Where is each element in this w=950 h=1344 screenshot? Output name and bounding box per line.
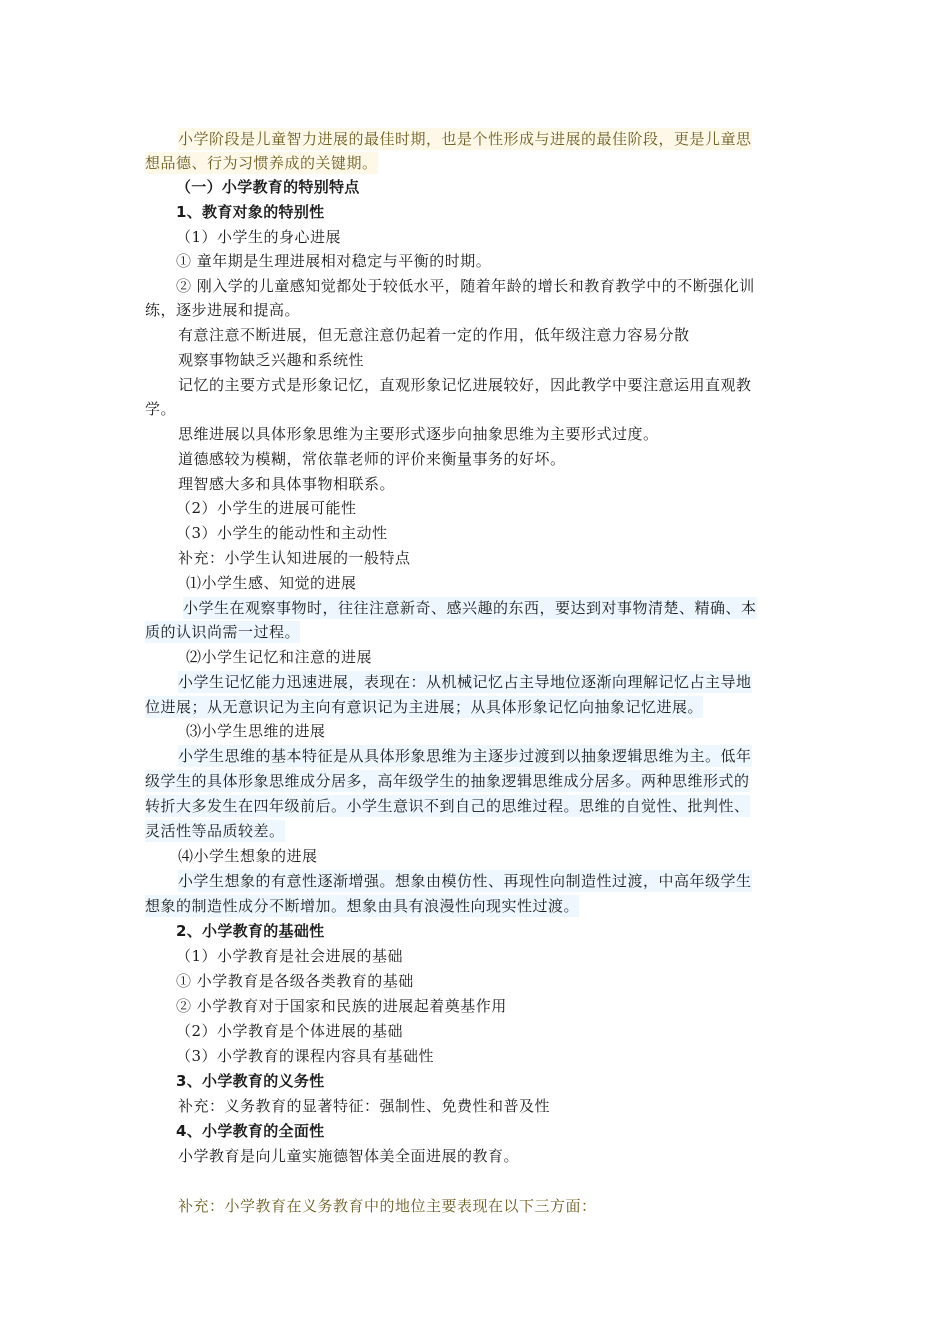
intro-paragraph-line-2: 想品德、行为习惯养成的关键期。: [145, 154, 378, 172]
text-line: 道德感较为模糊，常依靠老师的评价来衡量事务的好坏。: [178, 450, 566, 468]
text-line: 有意注意不断进展，但无意注意仍起着一定的作用，低年级注意力容易分散: [178, 326, 690, 344]
subsection-heading-3: 3、小学教育的义务性: [176, 1072, 325, 1090]
item-heading: ⑴小学生感、知觉的进展: [186, 574, 357, 592]
subsection-heading-4: 4、小学教育的全面性: [176, 1122, 325, 1140]
text-line: 观察事物缺乏兴趣和系统性: [178, 351, 365, 369]
item-heading: ⑶小学生思维的进展: [186, 722, 326, 740]
text-line: ② 刚入学的儿童感知觉都处于较低水平，随着年龄的增长和教育教学中的不断强化训: [176, 277, 755, 295]
text-line: 小学生想象的有意性逐渐增强。想象由模仿性、再现性向制造性过渡，中高年级学生: [178, 872, 752, 890]
text-line: ① 小学教育是各级各类教育的基础: [176, 972, 414, 990]
text-line: 想象的制造性成分不断增加。想象由具有浪漫性向现实性过渡。: [145, 897, 580, 915]
text-line: 练，逐步进展和提高。: [145, 301, 301, 319]
section-heading: （一）小学教育的特别特点: [176, 178, 360, 196]
intro-paragraph-line-1: 小学阶段是儿童智力进展的最佳时期，也是个性形成与进展的最佳阶段，更是儿童思: [178, 130, 752, 148]
text-line: 小学生思维的基本特征是从具体形象思维为主逐步过渡到以抽象逻辑思维为主。低年: [178, 747, 752, 765]
text-line: 小学生记忆能力迅速进展，表现在：从机械记忆占主导地位逐渐向理解记忆占主导地: [178, 673, 752, 691]
subsection-heading-1: 1、教育对象的特别性: [176, 203, 325, 221]
item-heading: （3）小学教育的课程内容具有基础性: [176, 1047, 435, 1065]
text-line: 级学生的具体形象思维成分居多，高年级学生的抽象逻辑思维成分居多。两种思维形式的: [145, 772, 750, 790]
text-line: 补充：义务教育的显著特征：强制性、免费性和普及性: [178, 1097, 551, 1115]
text-line: 位进展；从无意识记为主向有意识记为主进展；从具体形象记忆向抽象记忆进展。: [145, 698, 704, 716]
text-line: 学。: [145, 400, 177, 418]
text-line: 转折大多发生在四年级前后。小学生意识不到自己的思维过程。思维的自觉性、批判性、: [145, 797, 750, 815]
text-line: 补充：小学生认知进展的一般特点: [178, 549, 411, 567]
text-line: ② 小学教育对于国家和民族的进展起着奠基作用: [176, 997, 507, 1015]
text-line: 思维进展以具体形象思维为主要形式逐步向抽象思维为主要形式过度。: [178, 425, 659, 443]
text-line: 小学生在观察事物时，往往注意新奇、感兴趣的东西，要达到对事物清楚、精确、本: [183, 599, 757, 617]
item-heading: （1）小学教育是社会进展的基础: [176, 947, 404, 965]
supplement-line: 补充：小学教育在义务教育中的地位主要表现在以下三方面：: [178, 1197, 597, 1215]
item-heading: （1）小学生的身心进展: [176, 228, 342, 246]
text-line: 灵活性等品质较差。: [145, 822, 285, 840]
text-line: ① 童年期是生理进展相对稳定与平衡的时期。: [176, 252, 492, 270]
item-heading: （2）小学生的进展可能性: [176, 499, 357, 517]
item-heading: ⑷小学生想象的进展: [178, 847, 318, 865]
item-heading: ⑵小学生记忆和注意的进展: [186, 648, 373, 666]
text-line: 小学教育是向儿童实施德智体美全面进展的教育。: [178, 1147, 520, 1165]
text-line: 质的认识尚需一过程。: [145, 623, 301, 641]
item-heading: （3）小学生的能动性和主动性: [176, 524, 388, 542]
text-line: 理智感大多和具体事物相联系。: [178, 475, 396, 493]
item-heading: （2）小学教育是个体进展的基础: [176, 1022, 404, 1040]
text-line: 记忆的主要方式是形象记忆，直观形象记忆进展较好，因此教学中要注意运用直观教: [178, 376, 752, 394]
subsection-heading-2: 2、小学教育的基础性: [176, 922, 325, 940]
